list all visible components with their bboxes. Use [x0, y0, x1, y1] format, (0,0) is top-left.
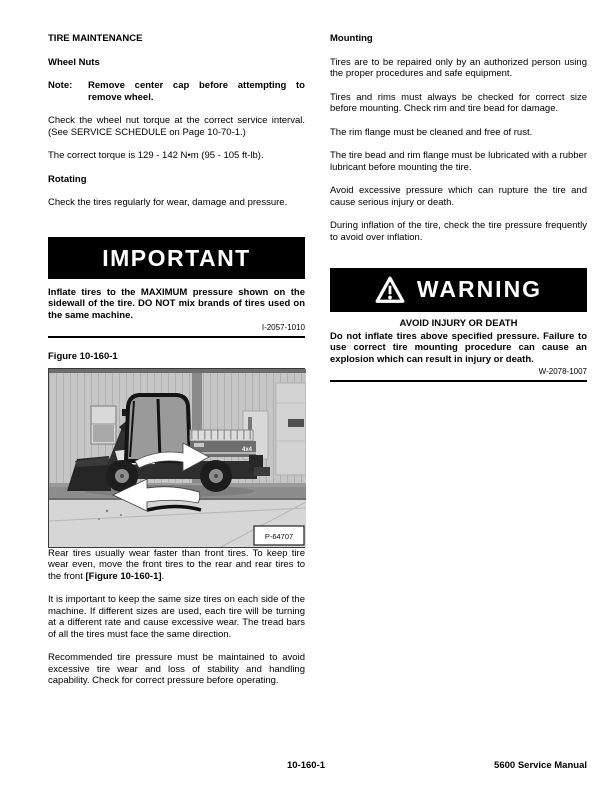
important-code: I-2057-1010 [261, 323, 305, 332]
para-pressure: Recommended tire pressure must be maintained to avoid excessive tire wear and loss of stability and handling capability. Check for correct pressure before operating. [48, 652, 305, 686]
warning-body: Do not inflate tires above specified pressure. Failure to use correct tire mounting procedure can cause an explosion which can result in injury or death. [330, 330, 587, 365]
right-column [330, 33, 587, 395]
divider [48, 336, 305, 338]
vehicle-photo-illustration [49, 369, 306, 547]
warning-subtitle: AVOID INJURY OR DEATH [399, 318, 518, 329]
note-block [48, 80, 305, 103]
left-column [48, 33, 305, 699]
para-check-tires: Check the tires regularly for wear, damage and pressure. [48, 197, 288, 208]
mounting-para-6: During inflation of the tire, check the tire pressure frequently to avoid over inflation. [330, 220, 587, 243]
figure-reference: [Figure 10-160-1] [85, 570, 162, 582]
heading-mounting: Mounting [330, 33, 373, 44]
heading-wheel-nuts: Wheel Nuts [48, 56, 100, 68]
mounting-para-1: Tires are to be repaired only by an authorized person using the proper procedures and safe equipment. [330, 56, 587, 79]
divider [330, 380, 587, 382]
mounting-para-3: The rim flange must be cleaned and free of rust. [330, 126, 533, 138]
footer-page-number: 10-160-1 [286, 760, 326, 771]
photo-label-box [254, 526, 304, 545]
warning-banner [330, 268, 587, 312]
para-rotation-period: . [161, 570, 165, 582]
photo-label: P-64707 [264, 531, 294, 541]
figure-photo [48, 368, 305, 548]
para-rotation-text: Rear tires usually wear faster than front tires. To keep tire wear even, move the front tires to the rear and rear tires to the front [48, 547, 305, 582]
heading-rotating: Rotating [48, 173, 87, 185]
footer-manual-name: 5600 Service Manual [494, 760, 587, 771]
warning-code: W-2078-1007 [538, 367, 587, 376]
note-text: Remove center cap before attempting to remove wheel. [88, 80, 305, 103]
section-title: TIRE MAINTENANCE [48, 33, 143, 44]
vehicle-4x4-marking: 4x4 [241, 446, 253, 453]
mounting-para-2: Tires and rims must always be checked for correct size before mounting. Check rim and tire bead for damage. [330, 91, 587, 114]
warning-triangle-icon [375, 276, 405, 304]
page-footer [0, 760, 612, 772]
note-label: Note: [48, 80, 73, 91]
para-rotation [48, 548, 305, 583]
mounting-para-4: The tire bead and rim flange must be lubricated with a rubber lubricant before mounting the tire. [330, 150, 587, 173]
para-same-size: It is important to keep the same size tires on each side of the machine. If different sizes are used, each tire will be turning at a different rate and cause excessive wear. The tread bars of all the tires must face the same direction. [48, 594, 305, 640]
para-torque-check: Check the wheel nut torque at the correct service interval. (See SERVICE SCHEDULE on Page 10-70-1.) [48, 115, 305, 138]
figure-caption: Figure 10-160-1 [48, 351, 118, 362]
warning-title: WARNING [416, 276, 543, 303]
important-banner: IMPORTANT [48, 237, 305, 279]
para-torque-value: The correct torque is 129 - 142 N•m (95 - 105 ft-lb). [48, 150, 264, 161]
mounting-para-5: Avoid excessive pressure which can rupture the tire and cause serious injury or death. [330, 185, 587, 208]
important-body: Inflate tires to the MAXIMUM pressure shown on the sidewall of the tire. DO NOT mix brands of tires used on the same machine. [48, 286, 305, 321]
